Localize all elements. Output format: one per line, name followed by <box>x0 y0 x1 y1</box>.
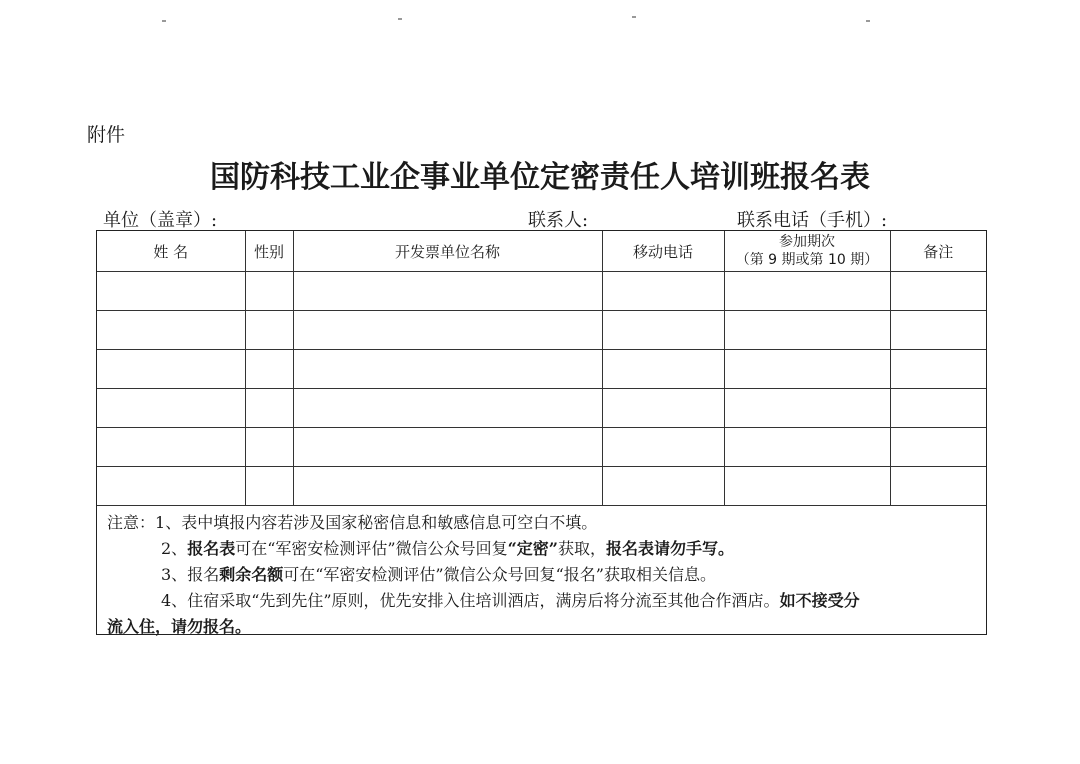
cell-invoice-unit[interactable] <box>293 311 602 350</box>
cell-gender[interactable] <box>245 389 293 428</box>
cell-mobile[interactable] <box>602 311 724 350</box>
table-row <box>97 350 986 389</box>
scan-speck <box>162 20 166 22</box>
table-row <box>97 389 986 428</box>
table-row <box>97 428 986 467</box>
unit-stamp-label: 单位（盖章）: <box>103 210 218 231</box>
header-name: 姓 名 <box>97 231 245 272</box>
cell-remarks[interactable] <box>890 428 986 467</box>
note-2-num: 2、 <box>161 539 188 558</box>
table-row <box>97 311 986 350</box>
note-1-text: 1、表中填报内容若涉及国家秘密信息和敏感信息可空白不填。 <box>155 513 598 532</box>
table-header-row <box>97 231 986 272</box>
cell-mobile[interactable] <box>602 389 724 428</box>
cell-remarks[interactable] <box>890 311 986 350</box>
cell-remarks[interactable] <box>890 350 986 389</box>
note-3-text1: 报名 <box>187 565 220 584</box>
cell-mobile[interactable] <box>602 350 724 389</box>
header-remarks: 备注 <box>890 231 986 272</box>
scan-speck <box>632 16 636 18</box>
note-4-bold2: 流入住，请勿报名。 <box>107 617 252 636</box>
notes-prefix: 注意： <box>107 513 156 532</box>
cell-invoice-unit[interactable] <box>293 272 602 311</box>
cell-remarks[interactable] <box>890 467 986 506</box>
note-4-text1: 住宿采取“先到先住”原则，优先安排入住培训酒店，满房后将分流至其他合作酒店。 <box>187 591 780 610</box>
cell-session[interactable] <box>724 272 890 311</box>
cell-invoice-unit[interactable] <box>293 389 602 428</box>
contact-phone-label: 联系电话（手机）: <box>737 210 888 231</box>
scan-speck <box>866 20 870 22</box>
cell-gender[interactable] <box>245 467 293 506</box>
header-session-line2: （第 9 期或第 10 期） <box>735 252 879 268</box>
cell-mobile[interactable] <box>602 428 724 467</box>
table-row <box>97 272 986 311</box>
registration-table <box>97 231 986 506</box>
note-2-bold-keyword: “定密” <box>507 539 558 558</box>
cell-name[interactable] <box>97 350 245 389</box>
cell-name[interactable] <box>97 467 245 506</box>
note-4-bold1: 如不接受分 <box>779 591 860 610</box>
registration-form <box>96 230 987 635</box>
page-title: 国防科技工业企事业单位定密责任人培训班报名表 <box>210 160 870 195</box>
cell-name[interactable] <box>97 389 245 428</box>
header-invoice-unit: 开发票单位名称 <box>293 231 602 272</box>
cell-gender[interactable] <box>245 428 293 467</box>
contact-person-label: 联系人: <box>528 210 589 231</box>
cell-session[interactable] <box>724 311 890 350</box>
note-4-num: 4、 <box>161 591 188 610</box>
cell-invoice-unit[interactable] <box>293 350 602 389</box>
cell-invoice-unit[interactable] <box>293 467 602 506</box>
note-2-bold-form: 报名表 <box>187 539 236 558</box>
header-gender: 性别 <box>245 231 293 272</box>
notes-section <box>97 504 986 640</box>
note-2-text1: 可在“军密安检测评估”微信公众号回复 <box>235 539 508 558</box>
cell-gender[interactable] <box>245 272 293 311</box>
cell-invoice-unit[interactable] <box>293 428 602 467</box>
scan-speck <box>398 18 402 20</box>
header-mobile: 移动电话 <box>602 231 724 272</box>
note-3-num: 3、 <box>161 565 188 584</box>
note-1 <box>107 510 976 536</box>
cell-remarks[interactable] <box>890 272 986 311</box>
cell-session[interactable] <box>724 467 890 506</box>
note-3-text2: 可在“军密安检测评估”微信公众号回复“报名”获取相关信息。 <box>283 565 716 584</box>
note-4 <box>107 588 976 614</box>
cell-name[interactable] <box>97 272 245 311</box>
cell-name[interactable] <box>97 428 245 467</box>
table-row <box>97 467 986 506</box>
cell-mobile[interactable] <box>602 272 724 311</box>
note-3-bold-remaining: 剩余名额 <box>219 565 284 584</box>
cell-mobile[interactable] <box>602 467 724 506</box>
cell-remarks[interactable] <box>890 389 986 428</box>
cell-name[interactable] <box>97 311 245 350</box>
note-3 <box>107 562 976 588</box>
note-2 <box>107 536 976 562</box>
cell-session[interactable] <box>724 428 890 467</box>
note-2-text2: 获取， <box>558 539 607 558</box>
note-4-cont <box>107 614 976 640</box>
note-2-bold-nohandwrite: 报名表请勿手写。 <box>606 539 735 558</box>
attachment-label: 附件 <box>87 124 126 146</box>
cell-gender[interactable] <box>245 311 293 350</box>
cell-gender[interactable] <box>245 350 293 389</box>
cell-session[interactable] <box>724 389 890 428</box>
cell-session[interactable] <box>724 350 890 389</box>
header-session <box>724 231 890 272</box>
header-session-line1: 参加期次 <box>779 234 835 250</box>
